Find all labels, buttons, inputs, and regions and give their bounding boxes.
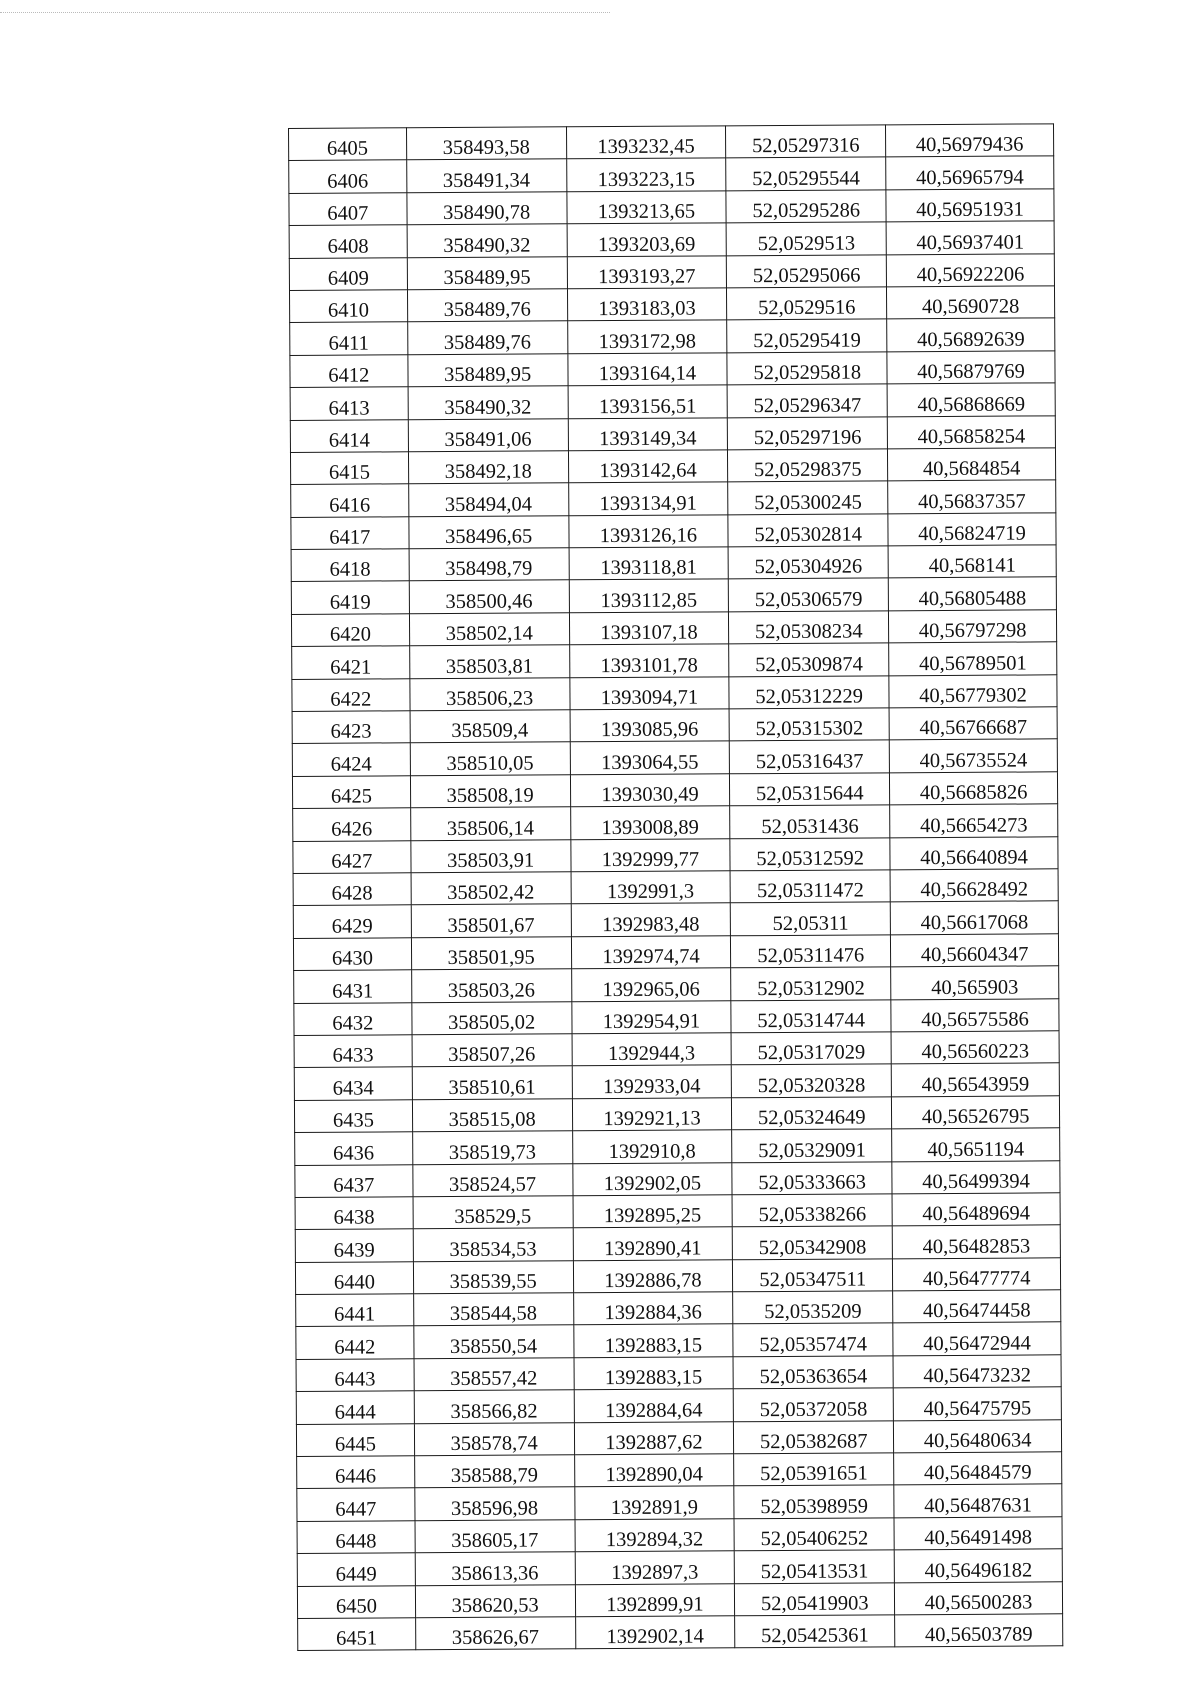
point-number-cell: 6436 xyxy=(295,1132,413,1165)
point-number-cell: 6434 xyxy=(294,1067,412,1100)
x-coordinate-cell: 358519,73 xyxy=(412,1131,572,1164)
longitude-cell: 40,56543959 xyxy=(891,1063,1059,1096)
table-row xyxy=(290,383,1055,420)
longitude-cell: 40,56575586 xyxy=(891,998,1059,1031)
longitude-cell: 40,565903 xyxy=(891,966,1059,999)
table-row xyxy=(292,642,1057,679)
table-row xyxy=(290,448,1055,485)
point-number-cell: 6430 xyxy=(293,938,411,971)
latitude-cell: 52,05398959 xyxy=(734,1485,894,1518)
table-row xyxy=(295,1193,1060,1230)
table-row xyxy=(292,772,1057,809)
x-coordinate-cell: 358489,76 xyxy=(407,289,567,322)
point-number-cell: 6407 xyxy=(289,193,407,226)
x-coordinate-cell: 358491,06 xyxy=(408,418,568,451)
table-row xyxy=(295,1257,1060,1294)
x-coordinate-cell: 358500,46 xyxy=(409,580,569,613)
y-coordinate-cell: 1392894,32 xyxy=(575,1519,735,1552)
longitude-cell: 40,56892639 xyxy=(887,318,1055,351)
y-coordinate-cell: 1393203,69 xyxy=(567,223,727,256)
coordinates-table xyxy=(288,123,1063,1651)
table-row xyxy=(291,545,1056,582)
x-coordinate-cell: 358506,23 xyxy=(410,677,570,710)
point-number-cell: 6429 xyxy=(293,905,411,938)
point-number-cell: 6443 xyxy=(296,1359,414,1392)
point-number-cell: 6421 xyxy=(292,646,410,679)
point-number-cell: 6446 xyxy=(297,1456,415,1489)
table-row xyxy=(291,480,1056,517)
x-coordinate-cell: 358605,17 xyxy=(415,1520,575,1553)
x-coordinate-cell: 358491,34 xyxy=(406,159,566,192)
x-coordinate-cell: 358626,67 xyxy=(415,1617,575,1650)
latitude-cell: 52,05298375 xyxy=(728,449,888,482)
x-coordinate-cell: 358492,18 xyxy=(408,451,568,484)
longitude-cell: 40,56779302 xyxy=(889,674,1057,707)
table-row xyxy=(298,1614,1063,1651)
point-number-cell: 6449 xyxy=(297,1553,415,1586)
longitude-cell: 40,56789501 xyxy=(889,642,1057,675)
latitude-cell: 52,05304926 xyxy=(728,546,888,579)
longitude-cell: 40,56937401 xyxy=(886,221,1054,254)
longitude-cell: 40,56858254 xyxy=(887,415,1055,448)
table-row xyxy=(292,674,1057,711)
y-coordinate-cell: 1393008,89 xyxy=(570,806,730,839)
longitude-cell: 40,56496182 xyxy=(894,1549,1062,1582)
longitude-cell: 40,56766687 xyxy=(889,707,1057,740)
longitude-cell: 40,56951931 xyxy=(886,189,1054,222)
latitude-cell: 52,05406252 xyxy=(734,1518,894,1551)
point-number-cell: 6417 xyxy=(291,516,409,549)
y-coordinate-cell: 1392884,64 xyxy=(574,1389,734,1422)
y-coordinate-cell: 1392921,13 xyxy=(572,1098,732,1131)
point-number-cell: 6424 xyxy=(292,743,410,776)
x-coordinate-cell: 358490,32 xyxy=(407,224,567,257)
table-row xyxy=(296,1387,1061,1424)
table-row xyxy=(290,351,1055,388)
x-coordinate-cell: 358502,14 xyxy=(409,613,569,646)
latitude-cell: 52,05297196 xyxy=(728,416,888,449)
y-coordinate-cell: 1393094,71 xyxy=(569,676,729,709)
longitude-cell: 40,56922206 xyxy=(886,253,1054,286)
latitude-cell: 52,05309874 xyxy=(729,643,889,676)
table-row xyxy=(291,610,1056,647)
table-row xyxy=(293,804,1058,841)
table-row xyxy=(296,1419,1061,1456)
y-coordinate-cell: 1393030,49 xyxy=(570,774,730,807)
table-row xyxy=(295,1160,1060,1197)
table-row xyxy=(290,318,1055,355)
point-number-cell: 6414 xyxy=(290,419,408,452)
longitude-cell: 40,56824719 xyxy=(888,513,1056,546)
latitude-cell: 52,05333663 xyxy=(732,1161,892,1194)
table-row xyxy=(292,707,1057,744)
coordinates-table-body xyxy=(289,124,1063,1651)
longitude-cell: 40,56965794 xyxy=(886,156,1054,189)
latitude-cell: 52,05296347 xyxy=(727,384,887,417)
x-coordinate-cell: 358498,79 xyxy=(409,548,569,581)
point-number-cell: 6433 xyxy=(294,1035,412,1068)
point-number-cell: 6440 xyxy=(295,1261,413,1294)
y-coordinate-cell: 1392902,05 xyxy=(572,1162,732,1195)
y-coordinate-cell: 1392954,91 xyxy=(571,1000,731,1033)
longitude-cell: 40,56604347 xyxy=(891,934,1059,967)
latitude-cell: 52,05320328 xyxy=(732,1064,892,1097)
point-number-cell: 6418 xyxy=(291,549,409,582)
point-number-cell: 6431 xyxy=(294,970,412,1003)
point-number-cell: 6435 xyxy=(294,1099,412,1132)
table-row xyxy=(294,966,1059,1003)
x-coordinate-cell: 358502,42 xyxy=(411,872,571,905)
longitude-cell: 40,56500283 xyxy=(895,1581,1063,1614)
y-coordinate-cell: 1393085,96 xyxy=(570,709,730,742)
point-number-cell: 6420 xyxy=(291,614,409,647)
longitude-cell: 40,56654273 xyxy=(890,804,1058,837)
latitude-cell: 52,05382687 xyxy=(734,1420,894,1453)
point-number-cell: 6423 xyxy=(292,711,410,744)
longitude-cell: 40,56475795 xyxy=(893,1387,1061,1420)
latitude-cell: 52,0529516 xyxy=(727,287,887,320)
latitude-cell: 52,05302814 xyxy=(728,514,888,547)
longitude-cell: 40,56484579 xyxy=(894,1452,1062,1485)
table-row xyxy=(291,577,1056,614)
latitude-cell: 52,05317029 xyxy=(731,1032,891,1065)
latitude-cell: 52,05419903 xyxy=(735,1582,895,1615)
y-coordinate-cell: 1393101,78 xyxy=(569,644,729,677)
scan-edge-artifact xyxy=(0,12,610,13)
table-row xyxy=(289,221,1054,258)
latitude-cell: 52,05311472 xyxy=(730,870,890,903)
latitude-cell: 52,05425361 xyxy=(735,1615,895,1648)
point-number-cell: 6419 xyxy=(291,581,409,614)
latitude-cell: 52,05315302 xyxy=(729,708,889,741)
table-row xyxy=(297,1484,1062,1521)
point-number-cell: 6450 xyxy=(297,1585,415,1618)
latitude-cell: 52,05324649 xyxy=(732,1097,892,1130)
table-row xyxy=(297,1549,1062,1586)
x-coordinate-cell: 358613,36 xyxy=(415,1552,575,1585)
x-coordinate-cell: 358544,58 xyxy=(413,1293,573,1326)
x-coordinate-cell: 358566,82 xyxy=(414,1390,574,1423)
latitude-cell: 52,05311 xyxy=(731,902,891,935)
latitude-cell: 52,05329091 xyxy=(732,1129,892,1162)
latitude-cell: 52,05372058 xyxy=(734,1388,894,1421)
y-coordinate-cell: 1392944,3 xyxy=(572,1033,732,1066)
point-number-cell: 6422 xyxy=(292,678,410,711)
latitude-cell: 52,05311476 xyxy=(731,935,891,968)
longitude-cell: 40,56480634 xyxy=(894,1419,1062,1452)
point-number-cell: 6438 xyxy=(295,1197,413,1230)
latitude-cell: 52,05300245 xyxy=(728,481,888,514)
longitude-cell: 40,56879769 xyxy=(887,351,1055,384)
latitude-cell: 52,05338266 xyxy=(732,1194,892,1227)
point-number-cell: 6416 xyxy=(291,484,409,517)
y-coordinate-cell: 1392891,9 xyxy=(574,1486,734,1519)
y-coordinate-cell: 1392965,06 xyxy=(571,968,731,1001)
point-number-cell: 6409 xyxy=(289,257,407,290)
longitude-cell: 40,56685826 xyxy=(890,772,1058,805)
y-coordinate-cell: 1393134,91 xyxy=(568,482,728,515)
longitude-cell: 40,56477774 xyxy=(893,1257,1061,1290)
longitude-cell: 40,56474458 xyxy=(893,1290,1061,1323)
longitude-cell: 40,56472944 xyxy=(893,1322,1061,1355)
latitude-cell: 52,05342908 xyxy=(733,1226,893,1259)
x-coordinate-cell: 358501,95 xyxy=(411,937,571,970)
y-coordinate-cell: 1393112,85 xyxy=(569,579,729,612)
point-number-cell: 6412 xyxy=(290,355,408,388)
point-number-cell: 6406 xyxy=(289,160,407,193)
y-coordinate-cell: 1393164,14 xyxy=(567,353,727,386)
x-coordinate-cell: 358515,08 xyxy=(412,1099,572,1132)
latitude-cell: 52,0529513 xyxy=(726,222,886,255)
point-number-cell: 6448 xyxy=(297,1521,415,1554)
longitude-cell: 40,56489694 xyxy=(892,1193,1060,1226)
longitude-cell: 40,56499394 xyxy=(892,1160,1060,1193)
table-row xyxy=(297,1517,1062,1554)
x-coordinate-cell: 358489,95 xyxy=(408,354,568,387)
x-coordinate-cell: 358494,04 xyxy=(408,483,568,516)
table-row xyxy=(297,1452,1062,1489)
table-row xyxy=(294,1031,1059,1068)
y-coordinate-cell: 1392902,14 xyxy=(575,1616,735,1649)
point-number-cell: 6428 xyxy=(293,873,411,906)
longitude-cell: 40,56868669 xyxy=(887,383,1055,416)
y-coordinate-cell: 1392883,15 xyxy=(573,1324,733,1357)
table-row xyxy=(294,1096,1059,1133)
latitude-cell: 52,05295286 xyxy=(726,190,886,223)
x-coordinate-cell: 358503,26 xyxy=(411,969,571,1002)
table-row xyxy=(294,998,1059,1035)
table-row xyxy=(295,1128,1060,1165)
point-number-cell: 6444 xyxy=(296,1391,414,1424)
point-number-cell: 6447 xyxy=(297,1488,415,1521)
longitude-cell: 40,56491498 xyxy=(894,1517,1062,1550)
y-coordinate-cell: 1392983,48 xyxy=(571,903,731,936)
y-coordinate-cell: 1392895,25 xyxy=(573,1195,733,1228)
x-coordinate-cell: 358506,14 xyxy=(410,807,570,840)
latitude-cell: 52,05295419 xyxy=(727,319,887,352)
point-number-cell: 6441 xyxy=(296,1294,414,1327)
table-row xyxy=(289,156,1054,193)
point-number-cell: 6445 xyxy=(296,1423,414,1456)
x-coordinate-cell: 358550,54 xyxy=(414,1325,574,1358)
y-coordinate-cell: 1393126,16 xyxy=(568,515,728,548)
table-row xyxy=(289,124,1054,161)
table-row xyxy=(292,739,1057,776)
y-coordinate-cell: 1392933,04 xyxy=(572,1065,732,1098)
latitude-cell: 52,05312902 xyxy=(731,967,891,1000)
y-coordinate-cell: 1392883,15 xyxy=(574,1357,734,1390)
table-row xyxy=(293,869,1058,906)
latitude-cell: 52,05295818 xyxy=(727,352,887,385)
latitude-cell: 52,05316437 xyxy=(730,740,890,773)
table-row xyxy=(291,513,1056,550)
point-number-cell: 6410 xyxy=(289,290,407,323)
x-coordinate-cell: 358620,53 xyxy=(415,1584,575,1617)
y-coordinate-cell: 1392899,91 xyxy=(575,1583,735,1616)
y-coordinate-cell: 1392884,36 xyxy=(573,1292,733,1325)
x-coordinate-cell: 358524,57 xyxy=(413,1163,573,1196)
y-coordinate-cell: 1393064,55 xyxy=(570,741,730,774)
x-coordinate-cell: 358539,55 xyxy=(413,1260,573,1293)
point-number-cell: 6411 xyxy=(290,322,408,355)
x-coordinate-cell: 358493,58 xyxy=(406,127,566,160)
longitude-cell: 40,56805488 xyxy=(888,577,1056,610)
table-row xyxy=(293,934,1058,971)
table-row xyxy=(293,836,1058,873)
longitude-cell: 40,56735524 xyxy=(889,739,1057,772)
longitude-cell: 40,56526795 xyxy=(892,1096,1060,1129)
longitude-cell: 40,56797298 xyxy=(889,610,1057,643)
latitude-cell: 52,05391651 xyxy=(734,1453,894,1486)
latitude-cell: 52,05312229 xyxy=(729,675,889,708)
x-coordinate-cell: 358505,02 xyxy=(412,1001,572,1034)
point-number-cell: 6432 xyxy=(294,1002,412,1035)
y-coordinate-cell: 1392890,41 xyxy=(573,1227,733,1260)
longitude-cell: 40,5651194 xyxy=(892,1128,1060,1161)
point-number-cell: 6425 xyxy=(292,776,410,809)
y-coordinate-cell: 1393149,34 xyxy=(568,417,728,450)
x-coordinate-cell: 358490,78 xyxy=(407,192,567,225)
table-row xyxy=(289,286,1054,323)
x-coordinate-cell: 358503,81 xyxy=(409,645,569,678)
y-coordinate-cell: 1392991,3 xyxy=(571,871,731,904)
point-number-cell: 6408 xyxy=(289,225,407,258)
latitude-cell: 52,0535209 xyxy=(733,1291,893,1324)
y-coordinate-cell: 1392999,77 xyxy=(570,838,730,871)
point-number-cell: 6439 xyxy=(295,1229,413,1262)
y-coordinate-cell: 1392887,62 xyxy=(574,1421,734,1454)
point-number-cell: 6451 xyxy=(298,1618,416,1651)
y-coordinate-cell: 1392890,04 xyxy=(574,1454,734,1487)
point-number-cell: 6437 xyxy=(295,1164,413,1197)
x-coordinate-cell: 358578,74 xyxy=(414,1422,574,1455)
x-coordinate-cell: 358501,67 xyxy=(411,904,571,937)
latitude-cell: 52,0531436 xyxy=(730,805,890,838)
point-number-cell: 6426 xyxy=(293,808,411,841)
table-row xyxy=(296,1355,1061,1392)
x-coordinate-cell: 358490,32 xyxy=(408,386,568,419)
longitude-cell: 40,56473232 xyxy=(893,1355,1061,1388)
x-coordinate-cell: 358509,4 xyxy=(410,710,570,743)
y-coordinate-cell: 1392897,3 xyxy=(575,1551,735,1584)
longitude-cell: 40,56628492 xyxy=(890,869,1058,902)
latitude-cell: 52,05297316 xyxy=(726,125,886,158)
x-coordinate-cell: 358510,61 xyxy=(412,1066,572,1099)
x-coordinate-cell: 358489,95 xyxy=(407,256,567,289)
latitude-cell: 52,05314744 xyxy=(731,999,891,1032)
latitude-cell: 52,05295066 xyxy=(727,254,887,287)
table-row xyxy=(294,1063,1059,1100)
x-coordinate-cell: 358510,05 xyxy=(410,742,570,775)
longitude-cell: 40,56979436 xyxy=(886,124,1054,157)
y-coordinate-cell: 1393183,03 xyxy=(567,288,727,321)
y-coordinate-cell: 1393107,18 xyxy=(569,612,729,645)
longitude-cell: 40,5684854 xyxy=(888,448,1056,481)
x-coordinate-cell: 358489,76 xyxy=(407,321,567,354)
x-coordinate-cell: 358508,19 xyxy=(410,775,570,808)
longitude-cell: 40,56487631 xyxy=(894,1484,1062,1517)
table-row xyxy=(289,189,1054,226)
longitude-cell: 40,56560223 xyxy=(891,1031,1059,1064)
longitude-cell: 40,568141 xyxy=(888,545,1056,578)
latitude-cell: 52,05357474 xyxy=(733,1323,893,1356)
longitude-cell: 40,5690728 xyxy=(887,286,1055,319)
table-row xyxy=(296,1322,1061,1359)
y-coordinate-cell: 1393232,45 xyxy=(566,126,726,159)
point-number-cell: 6405 xyxy=(289,128,407,161)
y-coordinate-cell: 1393172,98 xyxy=(567,320,727,353)
latitude-cell: 52,05312592 xyxy=(730,837,890,870)
point-number-cell: 6427 xyxy=(293,840,411,873)
point-number-cell: 6442 xyxy=(296,1326,414,1359)
point-number-cell: 6415 xyxy=(290,452,408,485)
table-row xyxy=(295,1225,1060,1262)
latitude-cell: 52,05295544 xyxy=(726,157,886,190)
latitude-cell: 52,05315644 xyxy=(730,773,890,806)
x-coordinate-cell: 358596,98 xyxy=(415,1487,575,1520)
longitude-cell: 40,56837357 xyxy=(888,480,1056,513)
table-row xyxy=(293,901,1058,938)
table-row xyxy=(297,1581,1062,1618)
x-coordinate-cell: 358507,26 xyxy=(412,1034,572,1067)
latitude-cell: 52,05347511 xyxy=(733,1259,893,1292)
point-number-cell: 6413 xyxy=(290,387,408,420)
y-coordinate-cell: 1393118,81 xyxy=(569,547,729,580)
y-coordinate-cell: 1392886,78 xyxy=(573,1259,733,1292)
x-coordinate-cell: 358588,79 xyxy=(414,1455,574,1488)
latitude-cell: 52,05308234 xyxy=(729,611,889,644)
latitude-cell: 52,05306579 xyxy=(729,578,889,611)
x-coordinate-cell: 358534,53 xyxy=(413,1228,573,1261)
x-coordinate-cell: 358529,5 xyxy=(413,1196,573,1229)
y-coordinate-cell: 1393213,65 xyxy=(566,191,726,224)
table-row xyxy=(296,1290,1061,1327)
y-coordinate-cell: 1393142,64 xyxy=(568,450,728,483)
y-coordinate-cell: 1393156,51 xyxy=(568,385,728,418)
latitude-cell: 52,05413531 xyxy=(735,1550,895,1583)
y-coordinate-cell: 1393193,27 xyxy=(567,255,727,288)
x-coordinate-cell: 358496,65 xyxy=(409,515,569,548)
longitude-cell: 40,56617068 xyxy=(890,901,1058,934)
y-coordinate-cell: 1393223,15 xyxy=(566,158,726,191)
longitude-cell: 40,56503789 xyxy=(895,1614,1063,1647)
x-coordinate-cell: 358503,91 xyxy=(411,839,571,872)
x-coordinate-cell: 358557,42 xyxy=(414,1358,574,1391)
table-row xyxy=(289,253,1054,290)
y-coordinate-cell: 1392910,8 xyxy=(572,1130,732,1163)
longitude-cell: 40,56482853 xyxy=(892,1225,1060,1258)
longitude-cell: 40,56640894 xyxy=(890,836,1058,869)
y-coordinate-cell: 1392974,74 xyxy=(571,936,731,969)
latitude-cell: 52,05363654 xyxy=(733,1356,893,1389)
table-row xyxy=(290,415,1055,452)
